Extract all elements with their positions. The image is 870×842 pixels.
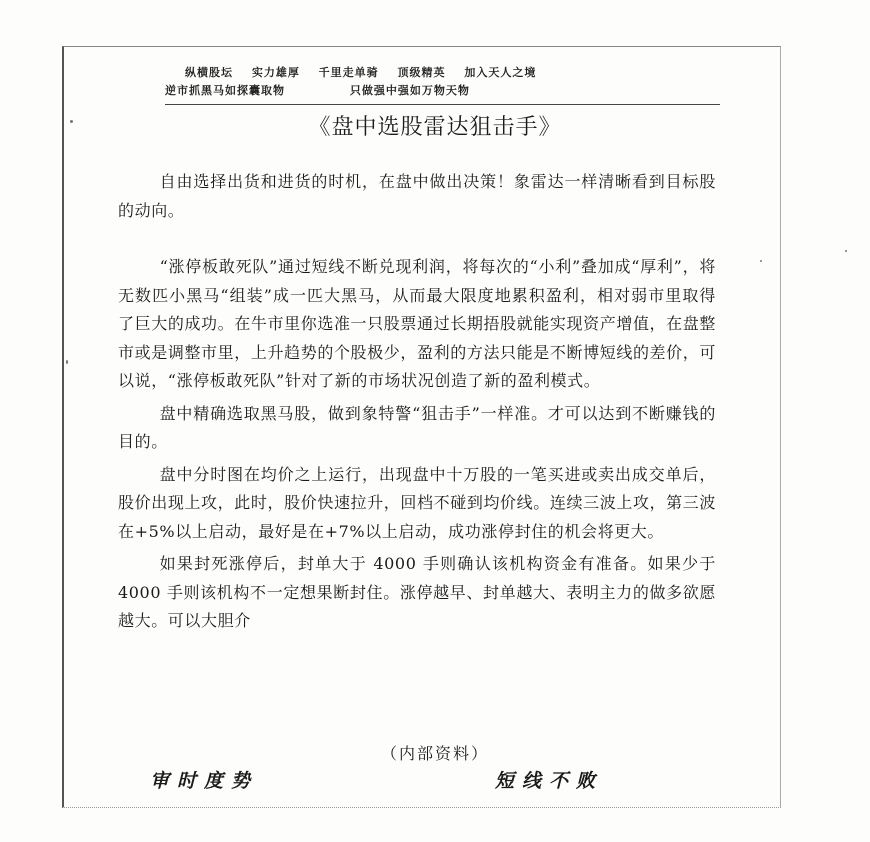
scan-speck — [760, 260, 762, 262]
paragraph-precision: 盘中精确选取黑马股，做到象特警“狙击手”一样准。才可以达到不断赚钱的目的。 — [118, 403, 716, 451]
paragraph-strategy: “涨停板敢死队”通过短线不断兑现利润，将每次的“小利”叠加成“厚利”，将无数匹小黑马“组装”成一匹大黑马，从而最大限度地累积盈利，相对弱市里取得了巨大的成功。在牛市里你选准一只股票通过长期捂股就能实现资产增值，在盘整市或是调整市里，上升趋势的个股极少，盈利的方法只能是不断博短线的差价，可以说，“涨停板敢死队”针对了新的市场状况创造了新的盈利模式。 — [118, 257, 716, 390]
document-title: 《盘中选股雷达狙击手》 — [308, 115, 562, 140]
header-slogan-line-2: 逆市抓黑马如探囊取物 只做强中强如万物天物 — [165, 84, 470, 97]
scan-speck — [66, 360, 68, 364]
footer-slogan-right: 短线不败 — [495, 770, 604, 792]
scan-speck — [70, 120, 73, 123]
header-slogans — [165, 64, 725, 100]
scan-speck — [845, 250, 847, 252]
header-divider — [165, 104, 720, 105]
header-slogan-line-1: 纵横股坛 实力雄厚 千里走单骑 顶级精英 加入天人之境 — [185, 66, 537, 79]
paragraph-intraday: 盘中分时图在均价之上运行，出现盘中十万股的一笔买进或卖出成交单后，股价出现上攻，此时，股价快速拉升，回档不碰到均价线。连续三波上攻，第三波在+5%以上启动，最好是在+7%以上启动，成功涨停封住的机会将更大。 — [118, 464, 716, 541]
footer-slogan-left: 审时度势 — [150, 770, 259, 792]
internal-material-note: （内部资料） — [380, 744, 489, 763]
paragraph-intro: 自由选择出货和进货的时机，在盘中做出决策！象雷达一样清晰看到目标股的动向。 — [118, 172, 716, 220]
document-body — [118, 168, 716, 636]
paragraph-limit-up: 如果封死涨停后，封单大于 4000 手则确认该机构资金有准备。如果少于 4000 手则该机构不一定想果断封住。涨停越早、封单越大、表明主力的做多欲愿越大。可以大胆介 — [118, 554, 716, 630]
